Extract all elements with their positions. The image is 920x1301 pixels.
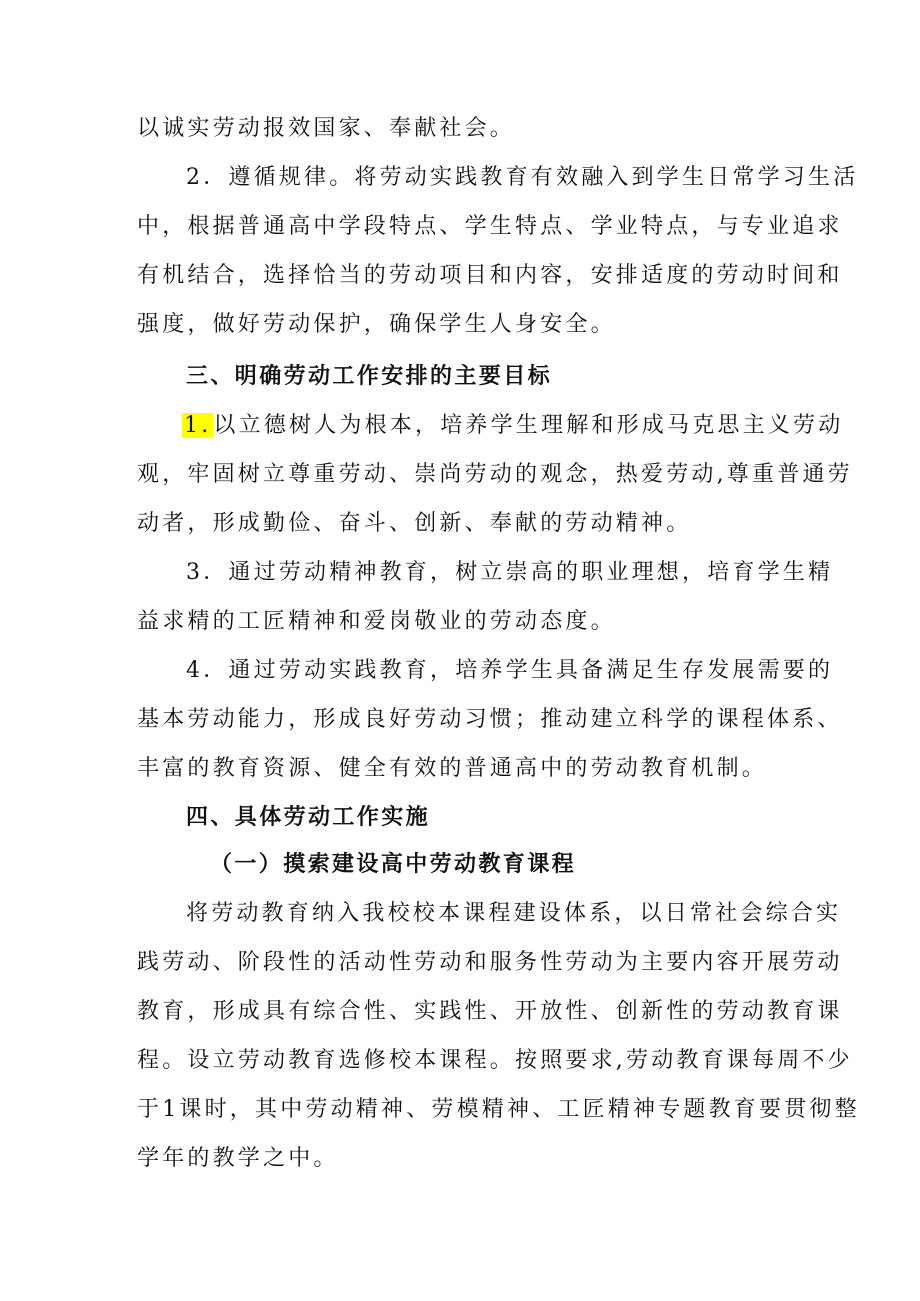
paragraph-line: 将劳动教育纳入我校校本课程建设体系，以日常社会综合实 xyxy=(186,901,842,926)
paragraph-line: 中，根据普通高中学段特点、学生特点、学业特点，与专业追求 xyxy=(137,214,843,239)
list-item-line: 4．通过劳动实践教育，培养学生具备满足生存发展需要的 xyxy=(186,658,834,683)
paragraph-line: 程。设立劳动教育选修校本课程。按照要求,劳动教育课每周不少 xyxy=(137,1048,853,1073)
highlighted-number: 1. xyxy=(184,413,212,438)
section-heading: 三、明确劳动工作安排的主要目标 xyxy=(186,364,553,389)
list-item-line: 丰富的教育资源、健全有效的普通高中的劳动教育机制。 xyxy=(137,756,768,781)
paragraph-line: 践劳动、阶段性的活动性劳动和服务性劳动为主要内容开展劳动 xyxy=(137,950,843,975)
paragraph-line: 教育，形成具有综合性、实践性、开放性、创新性的劳动教育课 xyxy=(137,999,843,1024)
list-item-line: 观，牢固树立尊重劳动、崇尚劳动的观念，热爱劳动,尊重普通劳 xyxy=(137,462,853,487)
list-item-line: 3．通过劳动精神教育，树立崇高的职业理想，培育学生精 xyxy=(186,560,834,585)
list-item-line: 动者，形成勤俭、奋斗、创新、奉献的劳动精神。 xyxy=(137,511,692,536)
section-heading: 四、具体劳动工作实施 xyxy=(186,805,431,830)
paragraph-line: 2．遵循规律。将劳动实践教育有效融入到学生日常学习生活 xyxy=(186,165,859,190)
paragraph-line: 有机结合，选择恰当的劳动项目和内容，安排适度的劳动时间和 xyxy=(137,263,843,288)
paragraph-line: 强度，做好劳动保护，确保学生人身安全。 xyxy=(137,312,616,337)
subsection-heading: （一）摸索建设高中劳动教育课程 xyxy=(210,852,577,877)
list-item-line xyxy=(182,411,843,441)
list-item-text: 以立德树人为根本，培养学生理解和形成马克思主义劳动 xyxy=(213,413,844,438)
paragraph-line: 于1课时，其中劳动精神、劳模精神、工匠精神专题教育要贯彻整 xyxy=(137,1097,860,1122)
paragraph-line: 以诚实劳动报效国家、奉献社会。 xyxy=(137,116,516,141)
list-item-line: 基本劳动能力，形成良好劳动习惯；推动建立科学的课程体系、 xyxy=(137,707,843,732)
paragraph-line: 学年的教学之中。 xyxy=(137,1146,339,1171)
list-item-line: 益求精的工匠精神和爱岗敬业的劳动态度。 xyxy=(137,609,616,634)
